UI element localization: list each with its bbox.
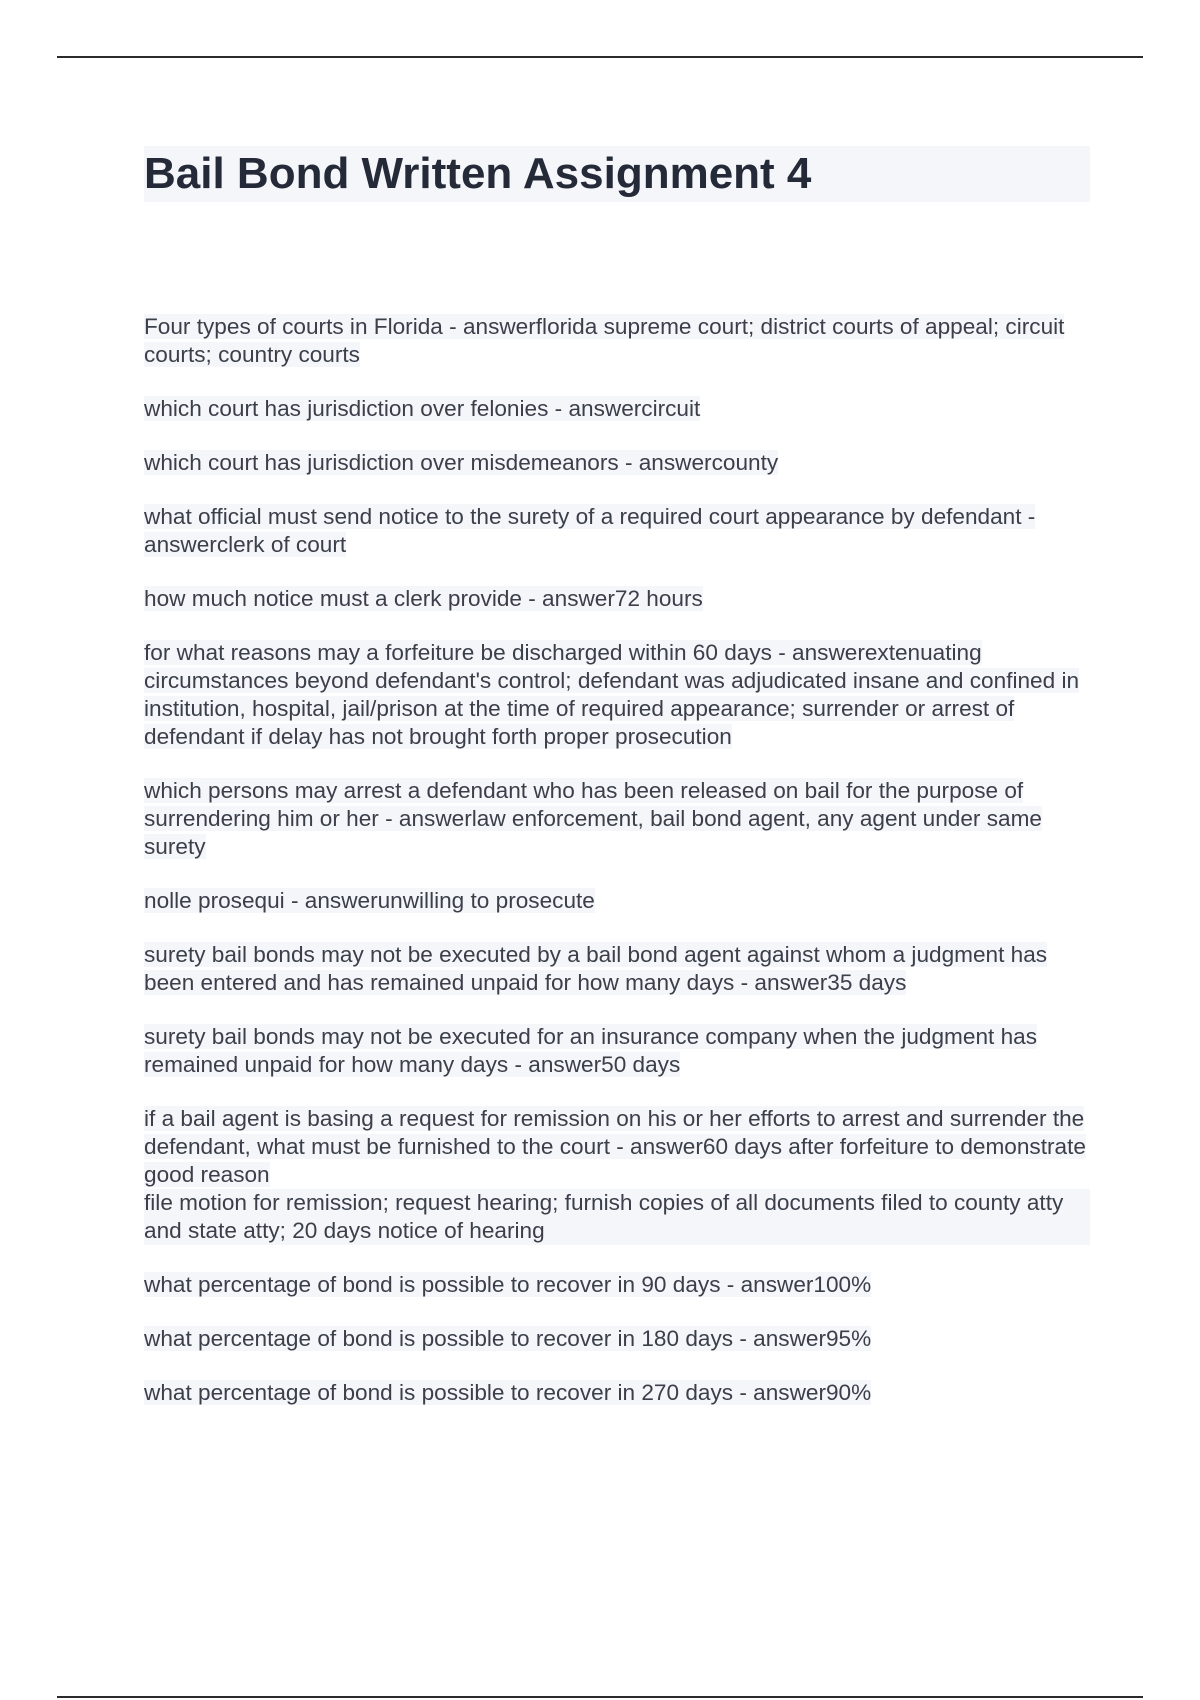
qa-item — [144, 503, 1090, 559]
qa-item — [144, 449, 1090, 477]
qa-text: surety bail bonds may not be executed by a bail bond agent against whom a judgment has been entered and has remained unpaid for how many days - answer35 days — [144, 942, 1048, 995]
qa-item — [144, 1023, 1090, 1079]
qa-list — [144, 313, 1090, 1433]
qa-item — [144, 639, 1090, 751]
qa-item — [144, 1105, 1090, 1245]
qa-text: which court has jurisdiction over felonies - answercircuit — [144, 396, 701, 421]
qa-extra-text: file motion for remission; request hearing; furnish copies of all documents filed to county atty and state atty; 20 days notice of hearing — [144, 1189, 1090, 1245]
qa-item — [144, 777, 1090, 861]
qa-item — [144, 1271, 1090, 1299]
qa-text: which court has jurisdiction over misdemeanors - answercounty — [144, 450, 779, 475]
qa-text: surety bail bonds may not be executed for an insurance company when the judgment has remained unpaid for how many days - answer50 days — [144, 1024, 1037, 1077]
qa-item — [144, 1379, 1090, 1407]
qa-text: what percentage of bond is possible to recover in 180 days - answer95% — [144, 1326, 872, 1351]
qa-item — [144, 1325, 1090, 1353]
qa-item — [144, 941, 1090, 997]
qa-item — [144, 585, 1090, 613]
qa-text: for what reasons may a forfeiture be discharged within 60 days - answerextenuating circumstances beyond defendant's control; defendant was adjudicated insane and confined in institution, hospital, jail/prison at the time of required appearance; surrender or arrest of defendant if delay has not brought forth proper prosecution — [144, 640, 1080, 749]
qa-text: what official must send notice to the surety of a required court appearance by defendant - answerclerk of court — [144, 504, 1036, 557]
qa-text: Four types of courts in Florida - answerflorida supreme court; district courts of appeal; circuit courts; country courts — [144, 314, 1065, 367]
qa-text: nolle prosequi - answerunwilling to prosecute — [144, 888, 595, 913]
qa-text: if a bail agent is basing a request for remission on his or her efforts to arrest and surrender the defendant, what must be furnished to the court - answer60 days after forfeiture to demonstrate good reason — [144, 1106, 1086, 1187]
bottom-divider — [57, 1696, 1143, 1698]
qa-text: how much notice must a clerk provide - answer72 hours — [144, 586, 703, 611]
qa-item — [144, 395, 1090, 423]
qa-text: what percentage of bond is possible to recover in 270 days - answer90% — [144, 1380, 872, 1405]
qa-text: what percentage of bond is possible to recover in 90 days - answer100% — [144, 1272, 872, 1297]
top-divider — [57, 56, 1143, 58]
qa-text: which persons may arrest a defendant who has been released on bail for the purpose of surrendering him or her - answerlaw enforcement, bail bond agent, any agent under same surety — [144, 778, 1042, 859]
document-title: Bail Bond Written Assignment 4 — [144, 146, 1090, 202]
qa-item — [144, 313, 1090, 369]
qa-item — [144, 887, 1090, 915]
